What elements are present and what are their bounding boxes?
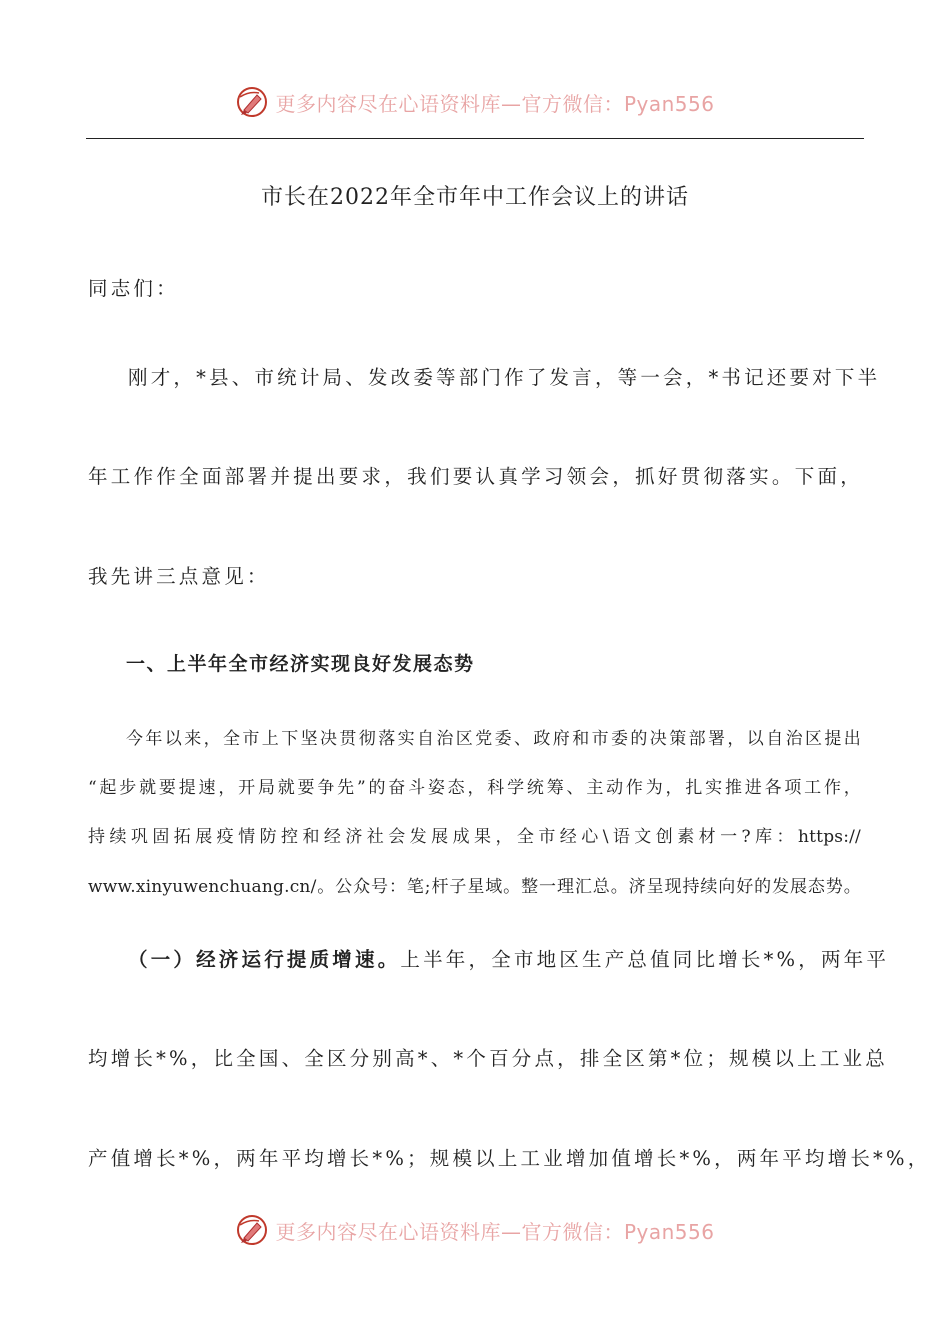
salutation: 同志们： <box>88 277 179 300</box>
section1-line-2: “起步就要提速，开局就要争先”的奋斗姿态，科学统筹、主动作为，扎实推进各项工作， <box>88 778 861 798</box>
subsection-1-text: 上半年，全市地区生产总值同比增长*%，两年平 <box>400 948 890 971</box>
section1-line-4: www.xinyuwenchuang.cn/。公众号：笔;杆子星域。整一理汇总。济呈现持续向好的发展态势。 <box>88 877 861 897</box>
watermark-text: 更多内容尽在心语资料库—官方微信：Pyan556 <box>275 1219 715 1244</box>
intro-line-3: 我先讲三点意见： <box>88 565 270 588</box>
subsection-1-heading: （一）经济运行提质增速。 <box>128 948 401 971</box>
subsection-1-line-2: 均增长*%，比全国、全区分别高*、*个百分点，排全区第*位；规模以上工业总 <box>88 1047 888 1070</box>
section1-line-1: 今年以来，全市上下坚决贯彻落实自治区党委、政府和市委的决策部署，以自治区提出 <box>126 729 861 749</box>
document-title: 市长在2022年全市年中工作会议上的讲话 <box>261 185 689 210</box>
section1-line-3: 持续巩固拓展疫情防控和经济社会发展成果，全市经心\语文创素材一?库：https:// <box>88 827 861 847</box>
intro-line-2: 年工作作全面部署并提出要求，我们要认真学习领会，抓好贯彻落实。下面， <box>88 465 863 488</box>
watermark-banner-top <box>0 82 950 122</box>
header-divider <box>86 138 864 139</box>
watermark-banner-bottom <box>0 1210 950 1250</box>
subsection-1-first-line <box>88 944 890 972</box>
pen-nib-logo-icon <box>235 85 269 119</box>
pen-nib-logo-icon <box>235 1213 269 1247</box>
subsection-1-line-3: 产值增长*%，两年平均增长*%；规模以上工业增加值增长*%，两年平均增长*%， <box>88 1147 931 1170</box>
watermark-text: 更多内容尽在心语资料库—官方微信：Pyan556 <box>275 91 715 116</box>
intro-line-1: 刚才，*县、市统计局、发改委等部门作了发言，等一会，*书记还要对下半 <box>128 366 881 389</box>
section-heading-1: 一、上半年全市经济实现良好发展态势 <box>126 653 475 675</box>
